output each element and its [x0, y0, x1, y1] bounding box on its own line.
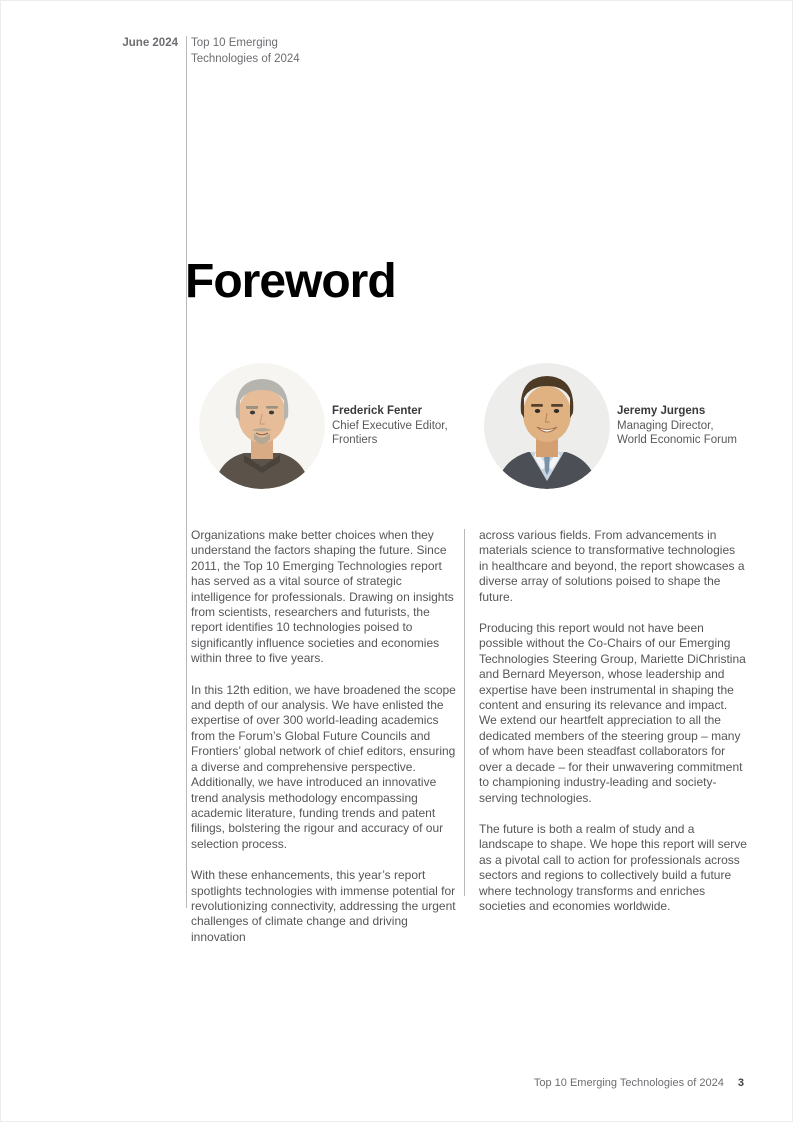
author-info: [332, 404, 448, 448]
author-role: Chief Executive Editor,: [332, 419, 448, 432]
column-divider-rule: [464, 529, 465, 896]
portrait-illustration: [484, 363, 610, 489]
paragraph: In this 12th edition, we have broadened the scope and depth of our analysis. We have enlisted the expertise of over 300 world-leading academics from the Forum’s Global Future Councils and Frontiers’ global network of chief editors, ensuring a diverse and comprehensive perspective. Additionally, we have introduced an innovative trend analysis methodology encompassing academic literature, funding trends and patent filings, bolstering the rigour and accuracy of our selection process.: [191, 682, 456, 851]
header-report-title-line2: Technologies of 2024: [191, 52, 300, 65]
paragraph: across various fields. From advancements in materials science to transformative technologies in healthcare and beyond, the report showcases a diverse array of solutions poised to shape the future.: [479, 528, 745, 604]
author-name: Jeremy Jurgens: [617, 405, 706, 418]
author-name: Frederick Fenter: [332, 405, 423, 418]
author-info: [617, 404, 737, 448]
frederick-fenter-photo: [199, 363, 325, 489]
header-date: June 2024: [122, 37, 178, 49]
author-card-jeremy-jurgens: [484, 363, 737, 489]
author-card-frederick-fenter: [199, 363, 448, 489]
author-organization: Frontiers: [332, 434, 378, 447]
footer-report-title: Top 10 Emerging Technologies of 2024: [533, 1077, 724, 1089]
page-title: Foreword: [185, 255, 396, 308]
jeremy-jurgens-photo: [484, 363, 610, 489]
paragraph: With these enhancements, this year’s report spotlights technologies with immense potential for revolutionizing connectivity, addressing the urgent challenges of climate change and driving innovation: [191, 868, 456, 944]
foreword-column-left: [191, 528, 459, 945]
author-organization: World Economic Forum: [617, 434, 737, 447]
author-role: Managing Director,: [617, 419, 714, 432]
header-report-title: [191, 36, 300, 67]
paragraph: The future is both a realm of study and a landscape to shape. We hope this report will serve as a pivotal call to action for professionals across sectors and regions to collectively build a future where technology transforms and enriches societies and economies worldwide.: [479, 821, 747, 913]
left-margin-rule: [186, 36, 187, 908]
header-report-title-line1: Top 10 Emerging: [191, 37, 278, 49]
footer-page-number: 3: [737, 1077, 744, 1089]
portrait-illustration: [199, 363, 325, 489]
paragraph: Organizations make better choices when they understand the factors shaping the future. Since 2011, the Top 10 Emerging Technologies report has served as a vital source of strategic intelligence for professionals. Drawing on insights from scientists, researchers and futurists, the report identifies 10 technologies poised to significantly influence societies and economies within three to five years.: [191, 528, 454, 666]
page-footer: [534, 1077, 744, 1089]
paragraph: Producing this report would not have been possible without the Co-Chairs of our Emerging Technologies Steering Group, Mariette DiChristina and Bernard Meyerson, whose leadership and expertise have been instrumental in shaping the content and ensuring its relevance and impact. We extend our heartfelt appreciation to all the dedicated members of the steering group – many of whom have been steadfast collaborators for over a decade – for their unwavering commitment to championing industry-leading and society-serving technologies.: [479, 621, 746, 805]
foreword-column-right: [479, 528, 747, 914]
